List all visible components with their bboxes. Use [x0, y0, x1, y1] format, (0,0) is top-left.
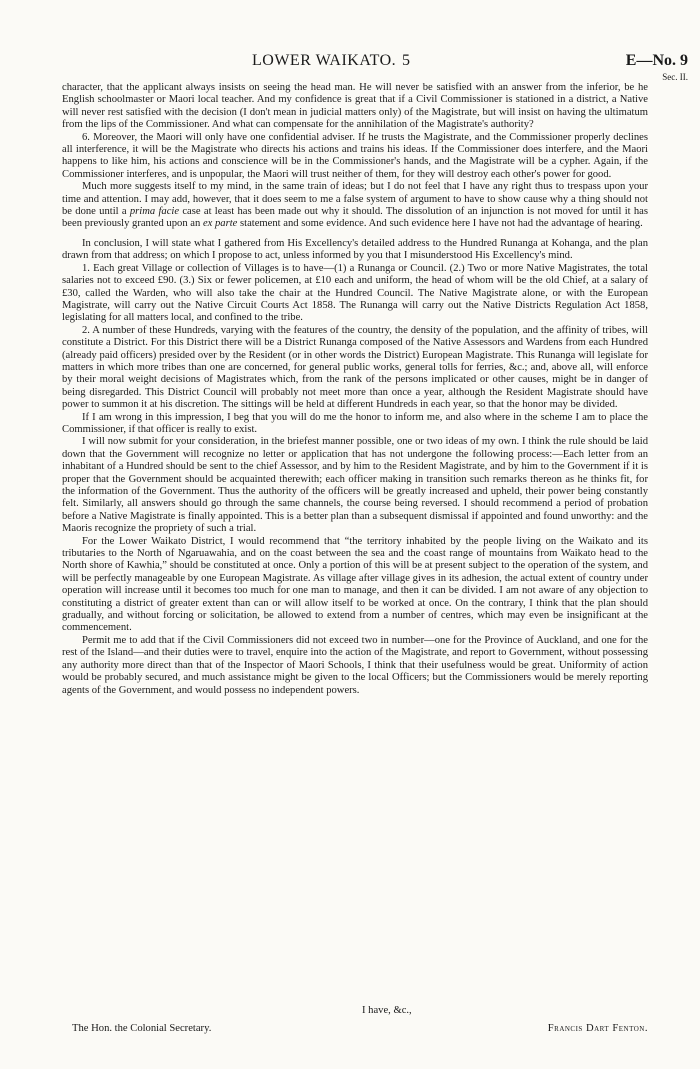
- paragraph-conclusion: In conclusion, I will state what I gathered from His Excellency's detailed address to the Hundred Runanga at Kohanga, and the plan drawn from that address; on which I propose to act, unless informed by you that I misunderstood His Excellency's mind.: [62, 237, 648, 262]
- section-label: Sec. II.: [662, 72, 688, 82]
- signer-name: Francis Dart Fenton.: [547, 1023, 648, 1034]
- paragraph-own-ideas: I will now submit for your consideration, in the briefest manner possible, one or two ideas of my own. I think the rule should be laid down that the Government will recognize no letter or application that has not undergone the following process:—Each letter from an inhabitant of a Hundred should be sent to the chief Assessor, and by him to the Resident Magistrate, and by him to the Government if it is proper that the Government should be acquainted therewith; each officer making in transition such remarks thereon as he thinks fit, for the information of the Government. Thus the authority of the officers will be greatly increased and upheld, their power being constantly felt. Similarly, all answers should go through the same channels, the course being reversed. I should recommend a period of probation before a Native Magistrate is finally appointed. This is a better plan than a subsequent dismissal if appointed and found unworthy: and the Maoris recognize the propriety of such a trial.: [62, 436, 648, 535]
- paragraph-point-2: 2. A number of these Hundreds, varying with the features of the country, the density of the population, and the affinity of tribes, will constitute a District. For this District there will be a District Runanga composed of the Native Assessors and Wardens from each Hundred (already paid officers) presided over by the Resident (or in other words the District) European Magistrate. This Runanga will legislate for matters in which more tribes than one are concerned, for general public works, general tolls for ferries, &c.; and, above all, will enforce by their moral weight decisions of Magistrates which, from the rank of the persons implicated or other causes, might be in danger of being disregarded. This District Council will probably not meet more than once a year, although the Resident Magistrate should have power to summon it at his discretion. The sittings will be held at different Hundreds in each year, so that the honor may be divided.: [62, 324, 648, 411]
- addressee: The Hon. the Colonial Secretary.: [72, 1023, 212, 1034]
- paragraph-text: Much more suggests itself to my mind, in the same train of ideas; but I do not feel that I have any right thus to trespass upon your time and attention. I may add, however, that it does seem to me a false system of argument to have to show cause why a thing should not be done until a: [62, 181, 648, 218]
- letter-body: [62, 82, 648, 697]
- page-header: [62, 52, 688, 82]
- paragraph-point-6: 6. Moreover, the Maori will only have one confidential adviser. If he trusts the Magistrate, and the Commissioner properly declines all interference, it will be the Magistrate who directs his actions and trains his ideas. If the Commissioner does interfere, and the Maori happens to like him, his actions and conscience will be in the Commissioner's hands, and the Magistrate will be a cypher. Again, if the Commissioner interferes, and is unpopular, the Maori will trust neither of them, for they will destroy each other's power for good.: [62, 131, 648, 180]
- paragraph-text: case at least has been made out why it should. The dissolution of an injunction is not moved for until it has been previously granted upon an: [62, 206, 649, 230]
- paragraph-lower-waikato: For the Lower Waikato District, I would recommend that “the territory inhabited by the people living on the Waikato and its tributaries to the North of Ngaruawahia, and on the coast between the sea and the coast range of mountains from Waikato head to the North shore of Kawhia,” should be constituted at once. Only a portion of this will be at present subject to the operation of the system, and will be perfectly manageable by one European Magistrate. As village after village gives in its adhesion, the actual extent of country under operation will increase until it becomes too much for one man to manage, and then it can be divided. I am not aware of any objection to constituting a district of greater extent than can or will allow itself to be worked at once. On the contrary, I think that the plan should gradually, and without forcing or solicitation, be allowed to extend from a number of centres, which may even be insignificant at the commencement.: [62, 535, 648, 634]
- paragraph-continued: character, that the applicant always insists on seeing the head man. He will never be satisfied with an answer from the inferior, be he English schoolmaster or Maori local teacher. And my confidence is great that if a Civil Commissioner is stationed in a district, a Native will never rest satisfied with the decision (I don't mean in judicial matters only) of the Magistrate, but will insist on having the ultimatum from the lips of the Commissioner. And what can compensate for the annihilation of the Magistrate's authority?: [62, 82, 648, 131]
- page-number: 5: [402, 52, 410, 69]
- latin-phrase: ex parte: [202, 218, 238, 230]
- paragraph-wrong-impression: If I am wrong in this impression, I beg that you will do me the honor to inform me, and also where in the scheme I am to place the Commissioner, if that officer is really to exist.: [62, 411, 648, 435]
- running-title: LOWER WAIKATO.: [252, 52, 397, 69]
- paragraph-commissioners: Permit me to add that if the Civil Commissioners did not exceed two in number—one for the Province of Auckland, and one for the rest of the Island—and their duties were to travel, enquire into the action of the Magistrate, and report to Government, without possessing any authority more direct than that of the Inspector of Maori Schools, I think that their usefulness would be great. Uniformity of action would be probably secured, and much assistance might be given to the local Officers; but the Commissioners would be merely reporting agents of the Government, and would possess no independent powers.: [62, 634, 648, 696]
- paragraph-trespass: [62, 181, 648, 231]
- salutation: I have, &c.,: [362, 1005, 412, 1016]
- paragraph-point-1: 1. Each great Village or collection of Villages is to have—(1) a Runanga or Council. (2.) Two or more Native Magistrates, the total salaries not to exceed £90. (3.) Six or fewer policemen, at £10 each and uniform, the head of whom will be the old Chief, at a salary of £30, called the Warden, who will also take the chair at the Hundred Council. The Native Magistrate alone, or with the European Magistrate, will carry out the Native Circuit Courts Act 1858. The Runanga will carry out the Native Districts Regulation Act 1858, legislating for all matters local, and confined to the tribe.: [62, 262, 648, 324]
- document-reference: E—No. 9: [625, 52, 688, 69]
- latin-phrase: prima facie: [129, 206, 180, 218]
- paragraph-text: statement and some evidence. And such evidence here I have not had the advantage of hearing.: [240, 218, 643, 230]
